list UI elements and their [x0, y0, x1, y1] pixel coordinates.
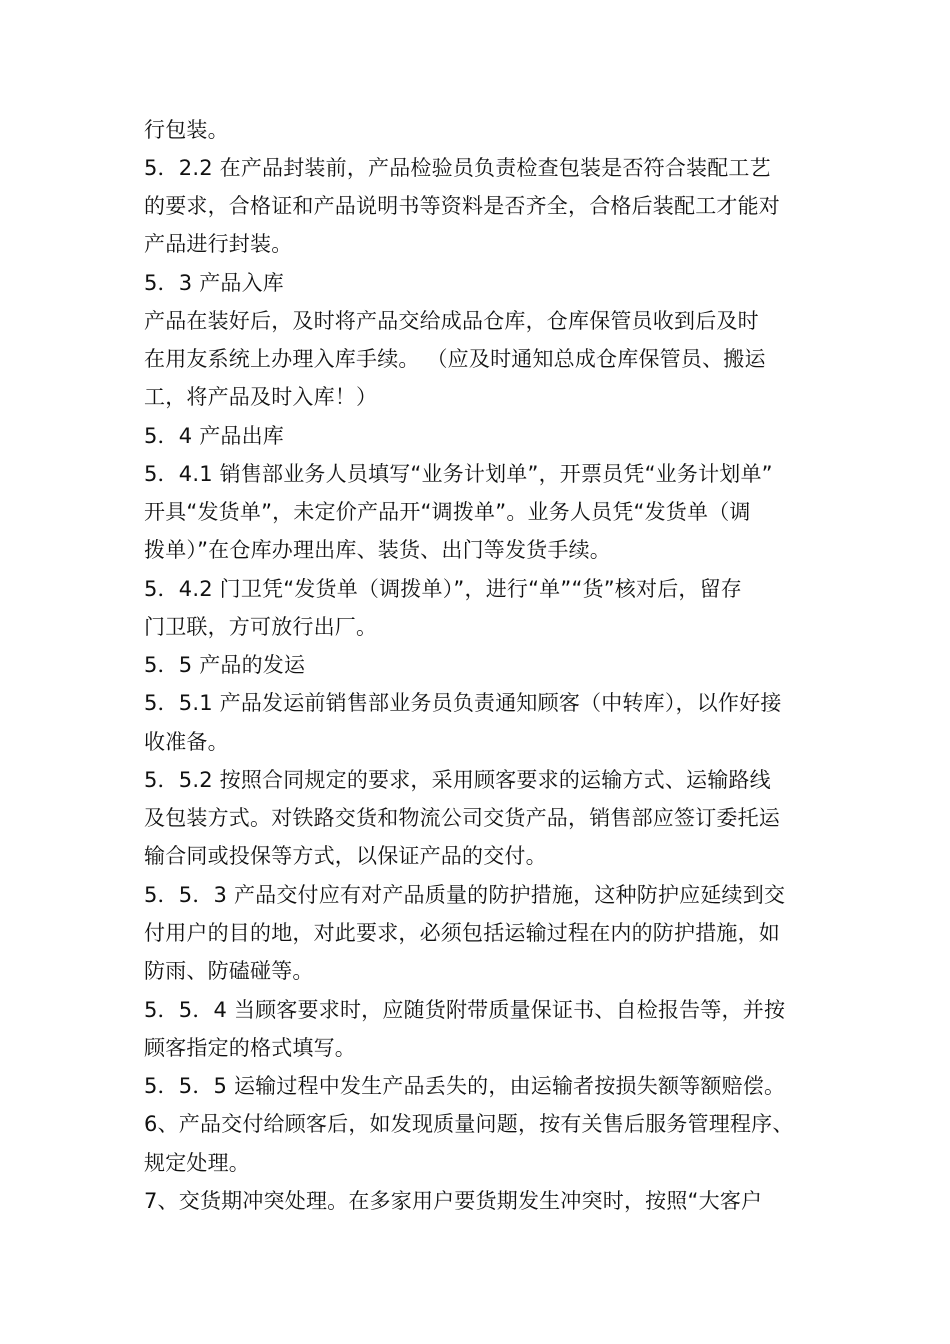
text-line: 付用户的目的地，对此要求，必须包括运输过程在内的防护措施，如 [144, 921, 780, 945]
text-line: 输合同或投保等方式，以保证产品的交付。 [144, 844, 547, 868]
text-line: 工，将产品及时入库！） [144, 385, 378, 409]
text-line: 防雨、防磕碰等。 [144, 959, 314, 983]
text-line: 5．5.1 产品发运前销售部业务员负责通知顾客（中转库），以作好接 [144, 691, 782, 715]
text-line: 5．5.2 按照合同规定的要求，采用顾客要求的运输方式、运输路线 [144, 768, 771, 792]
text-line: 及包装方式。对铁路交货和物流公司交货产品，销售部应签订委托运 [144, 806, 780, 830]
text-line: 行包装。 [144, 118, 229, 142]
text-line: 规定处理。 [144, 1151, 250, 1175]
text-line: 7、交货期冲突处理。在多家用户要货期发生冲突时，按照“大客户 [144, 1189, 763, 1213]
text-line: 5．5．4 当顾客要求时，应随货附带质量保证书、自检报告等，并按 [144, 998, 786, 1022]
text-line: 开具“发货单”，未定价产品开“调拨单”。业务人员凭“发货单（调 [144, 500, 751, 524]
text-line: 5．4.1 销售部业务人员填写“业务计划单”，开票员凭“业务计划单” [144, 462, 773, 486]
section-heading: 5．3 产品入库 [144, 271, 284, 295]
section-heading: 5．5 产品的发运 [144, 653, 306, 677]
text-line: 产品进行封装。 [144, 232, 293, 256]
text-line: 5．5．3 产品交付应有对产品质量的防护措施，这种防护应延续到交 [144, 883, 786, 907]
text-line: 5．4.2 门卫凭“发货单（调拨单）”，进行“单”“货”核对后，留存 [144, 577, 743, 601]
text-line: 产品在装好后，及时将产品交给成品仓库，仓库保管员收到后及时 [144, 309, 759, 333]
text-line: 5．2.2 在产品封装前，产品检验员负责检查包装是否符合装配工艺 [144, 156, 771, 180]
text-line: 收准备。 [144, 730, 229, 754]
text-line: 6、产品交付给顾客后，如发现质量问题，按有关售后服务管理程序、 [144, 1112, 794, 1136]
section-heading: 5．4 产品出库 [144, 424, 284, 448]
text-line: 顾客指定的格式填写。 [144, 1036, 356, 1060]
text-line: 拨单）”在仓库办理出库、装货、出门等发货手续。 [144, 538, 611, 562]
text-line: 的要求，合格证和产品说明书等资料是否齐全，合格后装配工才能对 [144, 194, 780, 218]
text-line: 在用友系统上办理入库手续。 （应及时通知总成仓库保管员、搬运 [144, 347, 766, 371]
text-line: 5．5．5 运输过程中发生产品丢失的，由运输者按损失额等额赔偿。 [144, 1074, 786, 1098]
text-line: 门卫联，方可放行出厂。 [144, 615, 378, 639]
